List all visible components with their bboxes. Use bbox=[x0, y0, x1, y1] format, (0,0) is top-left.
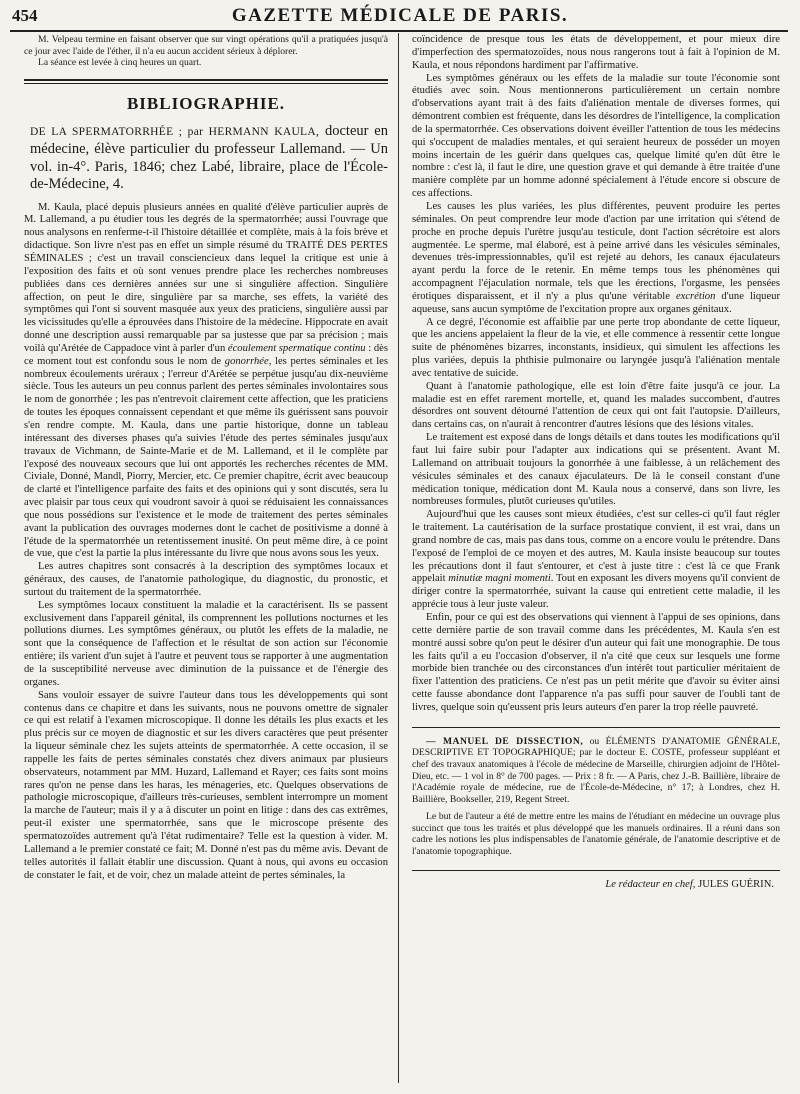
p2-text-b: d'une liqueur aqueuse, sans aucun symptôme de l'excitation propre aux organes génitaux. bbox=[412, 290, 780, 315]
header-rule bbox=[10, 30, 788, 32]
review-paragraph-1 bbox=[24, 202, 388, 562]
section-separator bbox=[24, 79, 388, 84]
p1-mid: : dès ce moment tout est confondu sous le nom de bbox=[24, 342, 388, 367]
notice-separator bbox=[412, 727, 780, 728]
redacteur-name: JULES GUÉRIN. bbox=[695, 878, 774, 890]
velpeau-paragraph: M. Velpeau termine en faisant observer que sur vingt opérations qu'il a pratiquées jusqu'à ce jour avec l'aide de l'éther, il n'a eu aucun accident sérieux à déplorer. bbox=[24, 34, 388, 57]
p1-emphasis-2: gonorrhée bbox=[224, 355, 269, 367]
right-paragraph-0: coïncidence de presque tous les états de développement, et pour mieux dire d'imperfection des spermatozoïdes, nous nous rangerons tout à fait à l'opinion de M. Kaula, et nous répondons hardiment par l'affirmative. bbox=[412, 34, 780, 71]
right-paragraph-2 bbox=[412, 201, 780, 317]
p6-emphasis: minutiæ magni momenti bbox=[448, 573, 551, 585]
manuel-description: Le but de l'auteur a été de mettre entre les mains de l'étudiant en médecine un ouvrage plus succinct que tous les traités et plus développé que les manuels ordinaires. Il a réuni dans son cadre les notions les plus indispensables de l'anatomie générale, de l'anatomie descriptive et de l'anatomie topographique. bbox=[412, 811, 780, 858]
review-paragraph-4: Sans vouloir essayer de suivre l'auteur dans tous les développements qui sont contenus dans ce chapitre et dans les suivants, nous ne pouvons omettre de signaler ce qui est relatif à l'examen microscopique. Il donne les détails les plus exacts et les plus précis sur ce moyen de diagnostic et sur les divers caractères que peut présenter la liqueur séminale chez les sujets atteints de spermatorrhée. A cette occasion, il se rappelle les faits de pertes séminales constatés chez divers animaux par plusieurs observateurs, notamment par MM. Huzard, Lallemand et Rayer; ces faits sont moins rares qu'on ne pense dans les haras, les ménageries, etc. Quelques observations de pathologie microscopique, d'ailleurs très-curieuses, semblent interrompre un moment la marche de l'auteur; mais il y a à discuter un point en litige : dans des cas extrêmes, peut-il exister une spermatorrhée, sans que le microscope présente des spermatozoïdes autrement qu'à l'état rudimentaire? Telle est la question à vider. M. Lallemand a le premier constaté ce fait; M. Donné n'est pas du même avis. Devant de telles autorités il fallait établir une discussion. Quant à nous, qui avons eu occasion de constater le fait, et de voir, chez un malade atteint de pertes séminales, la bbox=[24, 689, 388, 881]
notice-body: ou ÉLÉMENTS D'ANATOMIE GÉNÉRALE, DESCRIPTIVE ET TOPOGRAPHIQUE; par le docteur E. COSTE, professeur suppléant et chef des travaux anatomiques à l'école de médecine de Marseille, chirurgien adjoint de l'Hôtel-Dieu, etc. — 1 vol in 8° de 700 pages. — Prix : 8 fr. — A Paris, chez J.-B. Baillière, libraire de l'Académie royale de médecine, rue de l'École-de-Médecine, n° 17; à Londres, chez H. Baillière, Bookseller, 219, Regent Street. bbox=[412, 735, 781, 805]
notice-title: — MANUEL DE DISSECTION, bbox=[426, 735, 584, 747]
book-heading bbox=[24, 123, 388, 194]
right-paragraph-1: Les symptômes généraux ou les effets de la maladie sur toute l'économie sont étudiés avec soin. Nous mentionnerons particulièrement un certain nombre d'observations ayant trait à des faits d'aliénation mentale de diverses formes, qui démontrent combien est fréquente, dans les désordres de l'intelligence, la complication de la spermatorrhée. Ces observations doivent éveiller l'attention de tous les médecins qui s'occupent de maladies mentales, et qui seraient heureux de posséder un moyen moins incertain de les guérir dans quelques cas, quelque limité qu'en dût être le nombre : c'est là, il faut le dire, une question grave et qui demande à être traitée d'une manière complète par un homme adonné spécialement à l'étude encore si obscure de ces affections. bbox=[412, 72, 780, 200]
right-paragraph-3: A ce degré, l'économie est affaiblie par une perte trop abondante de cette liqueur, que les anciens appelaient la fleur de la vie, et elle commence à ressentir cette longue suite de phénomènes bizarres, inconstants, insidieux, qui simulent les affections les plus variées, depuis la phthisie pulmonaire ou laryngée jusqu'à l'aliénation mentale avec tentative de suicide. bbox=[412, 316, 780, 379]
section-title: BIBLIOGRAPHIE. bbox=[126, 93, 286, 113]
book-title-rest: docteur en médecine, élève particulier du professeur Lallemand. — Un vol. in-4°. Paris, 1846; chez Labé, libraire, place de l'École-de-Médecine, 4. bbox=[30, 122, 388, 193]
p1-emphasis-1: écoulement spermatique continu bbox=[227, 342, 366, 354]
redacteur-label: Le rédacteur en chef, bbox=[605, 878, 696, 890]
p6-text-b: . Tout en exposant les divers moyens qu'il convient de diriger contre la spermatorrhée, suivant la cause qui entretient cette maladie, il les apprécie tous à leur juste valeur. bbox=[412, 573, 781, 611]
book-title-lead: DE LA SPERMATORRHÉE ; par HERMANN KAULA, bbox=[30, 125, 320, 138]
p6-text-a: Aujourd'hui que les causes sont mieux étudiées, c'est sur celles-ci qu'il faut régler le traitement. La cautérisation de la surface prostatique convient, il est vrai, dans un grand nombre de cas, mais pas dans tous, comme on a encore voulu le prétendre. Dans l'exposé de l'emploi de ce moyen et des autres, M. Kaula insiste beaucoup sur toutes les précautions dont il faut s'entourer, et c'est à juste titre : c'est là ce que Frank appelait bbox=[412, 509, 780, 585]
p1-end: , les pertes séminales et les nombreux écoulements uréraux ; l'erreur d'Arétée se perpétue jusqu'au dix-neuvième siècle. Tous les auteurs un peu connus parlent des pertes séminales involontaires sous le nom de gonorrhée ; les pas n'entrevoit clairement cette affection, que les praticiens de toutes les époques connaissent cependant et que même ils guérissent sans pouvoir s'en rendre compte. M. Kaula, dans une partie historique, donne un tableau intéressant des diverses phases qu'a suivies l'étude des pertes séminales jusqu'aux travaux de Vichmann, de Sainte-Marie et de M. Lallemand, et il le complète par l'exposé des nouveaux secours que lui ont apportés les recherches récentes de MM. Civiale, Donné, Mandl, Piorry, Mercier, etc. Ce premier chapitre, écrit avec beaucoup de clarté et l'intelligence parfaite des faits et des opinions qui y sont discutés, sera lu avec plaisir par tous ceux qui voudront savoir à quoi se réduisaient les connaissances que nous possédions sur l'existence et le mode de traitement des pertes séminales avant la publication des ouvrages modernes dont le cachet de positivisme a donné à l'étude de la spermatorrhée un retentissement inusité. On peut même dire, à ce point de vue, que c'est la partie la plus intéressante du livre que nous avons sous les yeux. bbox=[24, 355, 388, 560]
p2-emphasis: excrétion bbox=[675, 290, 716, 302]
page-header bbox=[8, 4, 792, 30]
journal-title: GAZETTE MÉDICALE DE PARIS. bbox=[231, 5, 569, 26]
p2-text-a: Les causes les plus variées, les plus différentes, peuvent produire les pertes séminales. On peut comprendre leur mode d'action par une irritation qui s'étend de proche en proche depuis l'urètre jusqu'au testicule, dont l'action sécrétoire est alors augmentée. Le sperme, mal élaboré, est à peine arrivé dans les vésicules séminales, devenues très-impressionnables, qu'il est rejeté au dehors, les canaux éjaculateurs ayant perdu la force de le retenir. En même temps tous les phénomènes qui accompagnent l'éjaculation normale, tels que les érections, l'orgasme, les pensées érotiques disparaissent, et il n'y a plus qu'une véritable bbox=[412, 200, 780, 302]
review-paragraph-3: Les symptômes locaux constituent la maladie et la caractérisent. Ils se passent exclusivement dans l'appareil génital, ils comprennent les pollutions nocturnes et les pollutions diurnes. Les symptômes généraux, ou plutôt les effets de la maladie, ne sont que la conséquence de l'affection et le résultat de son action sur l'économie entière; ils varient d'un sujet à l'autre et peuvent tous se rapporter à une augmentation de la susceptibilité nerveuse avec diminution de la puissance et de l'énergie des organes. bbox=[24, 599, 388, 688]
page-number: 454 bbox=[12, 6, 38, 25]
left-column bbox=[24, 34, 388, 882]
right-paragraph-4: Quant à l'anatomie pathologique, elle est loin d'être faite jusqu'à ce jour. La maladie est en effet rarement mortelle, et, quand les malades succombent, d'autres désordres ont souvent détourné l'attention de ceux qui ont fait l'autopsie. D'ailleurs, dans certains cas, on n'aurait à rencontrer d'autres lésions que des lésions vitales. bbox=[412, 380, 780, 431]
right-column bbox=[412, 34, 780, 892]
column-divider bbox=[398, 33, 399, 1083]
right-paragraph-7: Enfin, pour ce qui est des observations qui viennent à l'appui de ses opinions, dans cette dernière partie de son travail comme dans les précédentes, M. Kaula s'en est montré aussi sobre qu'on peut le désirer d'un auteur qui fait une monographie. De tous les faits qu'il a eu l'occasion d'observer, il n'a cité que ceux sur lesquels une forme morbide bien tranchée ou des circonstances d'un intérêt tout particulier méritaient de fixer l'attention des praticiens. Ce n'est pas un petit mérite que d'avoir su éviter ainsi cette fausse abondance dont l'apparence n'a pas suffi pour sauver de l'oubli tant de livres, quelque soin qu'eussent pris leurs auteurs d'en parer la trop réelle pauvreté. bbox=[412, 611, 780, 713]
footer-separator bbox=[412, 870, 780, 871]
p1-text: M. Kaula, placé depuis plusieurs années en qualité d'élève particulier auprès de M. Lallemand, a pu étudier tous les degrés de la spermatorrhée; aussi l'ouvrage que nous analysons en renferme-t-il l'histoire détaillée et complète, mais à la fois brève et didactique. Son livre n'est pas en effet un simple résumé du TRAITÉ DES PERTES SÉMINALES ; c'est un travail consciencieux dans lequel la critique est unie à l'exposition des faits et où sont venues prendre place les recherches nombreuses publiées dans ces dernières années sur une si singulière affection. Singulière affection, on peut le dire, singulière par sa marche, ses effets, la variété des symptômes qui l'ont si souvent masquée aux yeux des praticiens, singulière aussi par les vicissitudes qu'elle a éprouvées dans l'histoire de la médecine. Hippocrate en avait donné une description aussi remarquable par sa justesse que par sa précision ; mais voilà qu'Arétée de Cappadoce vint à parler d'un bbox=[24, 201, 388, 354]
right-paragraph-6 bbox=[412, 509, 780, 612]
right-paragraph-5: Le traitement est exposé dans de longs détails et dans toutes les modifications qu'il faut lui faire subir pour l'adapter aux indications qui se présentent. Avant M. Lallemand on attribuait toujours la gonorrhée à une faiblesse, à un relâchement des vésicules séminales et des canaux éjaculateurs. De là le conseil constant d'une médication tonique, médication dont M. Kaula nous a conservé, dans son livre, les nombreuses formules, plutôt curieuses qu'utiles. bbox=[412, 432, 780, 508]
redacteur-signature bbox=[412, 879, 780, 892]
review-paragraph-2: Les autres chapitres sont consacrés à la description des symptômes locaux et généraux, des causes, de l'anatomie pathologique, du diagnostic, du pronostic, et surtout du traitement de la spermatorrhée. bbox=[24, 561, 388, 598]
seance-closing: La séance est levée à cinq heures un quart. bbox=[38, 57, 202, 69]
manuel-notice bbox=[412, 736, 780, 806]
